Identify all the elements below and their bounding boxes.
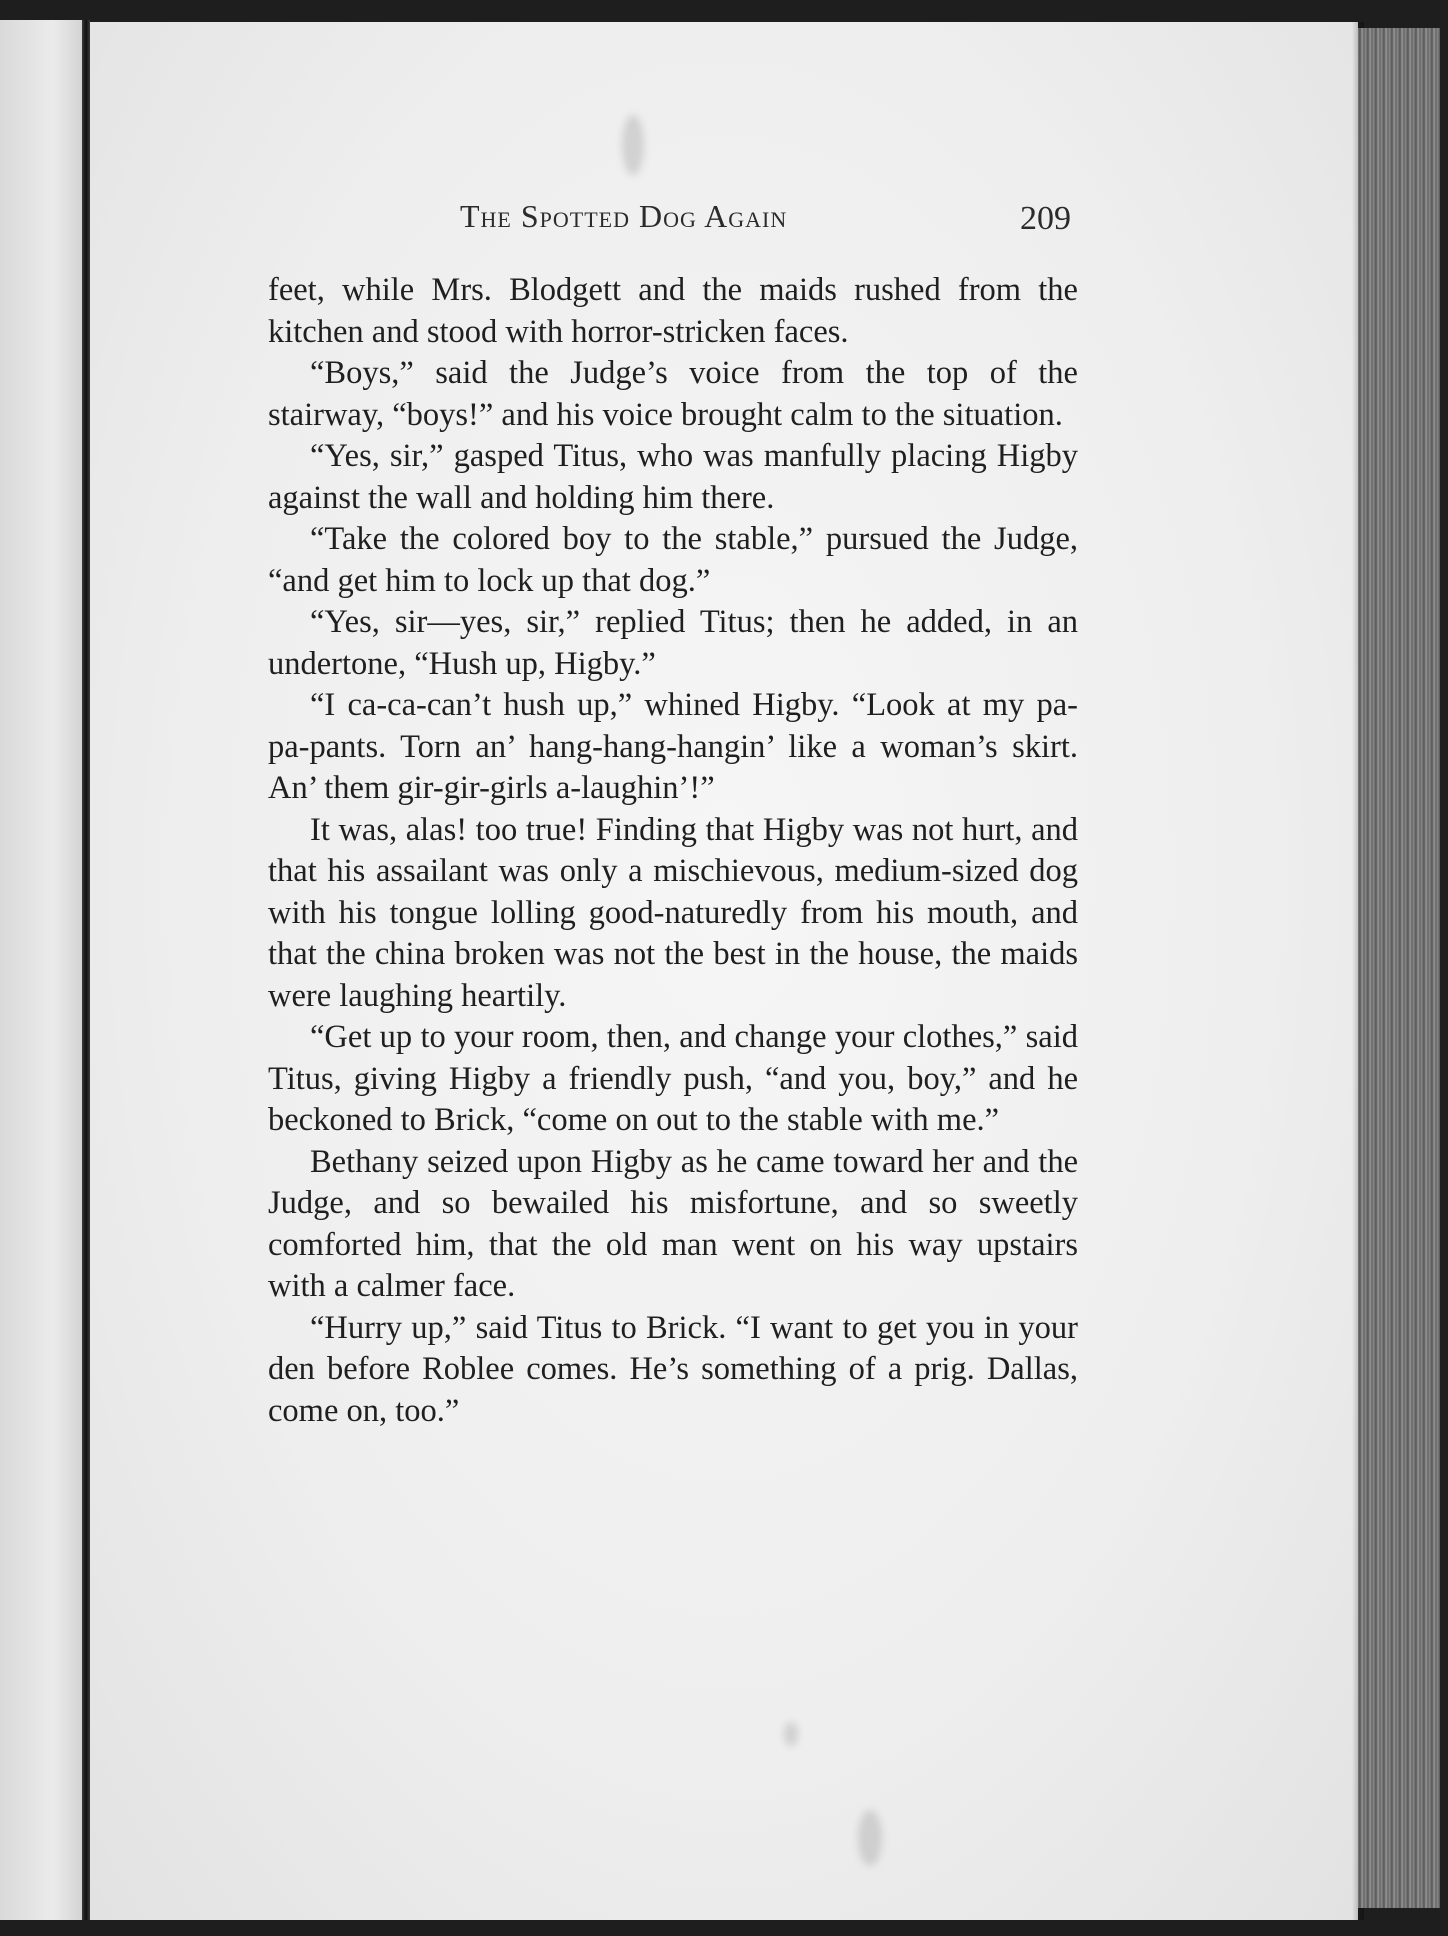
- body-text: [268, 270, 1078, 1432]
- book-gutter: [82, 20, 90, 1920]
- paragraph: “Yes, sir—yes, sir,” replied Titus; then he added, in an undertone, “Hush up, Higby.”: [268, 604, 1078, 682]
- scan-smudge-mid: [784, 1722, 798, 1746]
- paragraph: “Take the colored boy to the stable,” pursued the Judge, “and get him to lock up that dog.”: [268, 521, 1078, 599]
- paragraph: “Yes, sir,” gasped Titus, who was manfully placing Higby against the wall and holding him there.: [268, 438, 1078, 516]
- paragraph: Bethany seized upon Higby as he came toward her and the Judge, and so bewailed his misfortune, and so sweetly comforted him, that the old man went on his way upstairs with a calmer face.: [268, 1143, 1078, 1304]
- scan-smudge-bottom: [858, 1810, 882, 1866]
- page-header: [280, 198, 1080, 248]
- page-block-edges: [1358, 28, 1440, 1908]
- paragraph: “Boys,” said the Judge’s voice from the top of the stairway, “boys!” and his voice brought calm to the situation.: [268, 355, 1078, 433]
- page-number: 209: [1020, 200, 1071, 237]
- paragraph: “I ca-ca-can’t hush up,” whined Higby. “Look at my pa-pa-pants. Torn an’ hang-hang-hangin’ like a woman’s skirt. An’ them gir-gir-girls a-laughin’!”: [268, 687, 1078, 806]
- facing-page-edge: [0, 20, 88, 1920]
- running-head: The Spotted Dog Again: [460, 198, 788, 234]
- scan-smudge-top: [622, 115, 644, 175]
- paragraph: It was, alas! too true! Finding that Higby was not hurt, and that his assailant was only a mischievous, medium-sized dog with his tongue lolling good-naturedly from his mouth, and that the china broken was not the best in the house, the maids were laughing heartily.: [268, 811, 1078, 1014]
- paragraph: feet, while Mrs. Blodgett and the maids rushed from the kitchen and stood with horror-stricken faces.: [268, 272, 1078, 350]
- paragraph: “Hurry up,” said Titus to Brick. “I want to get you in your den before Roblee comes. He’s something of a prig. Dallas, come on, too.”: [268, 1309, 1078, 1429]
- paragraph: “Get up to your room, then, and change your clothes,” said Titus, giving Higby a friendly push, “and you, boy,” and he beckoned to Brick, “come on out to the stable with me.”: [268, 1019, 1078, 1138]
